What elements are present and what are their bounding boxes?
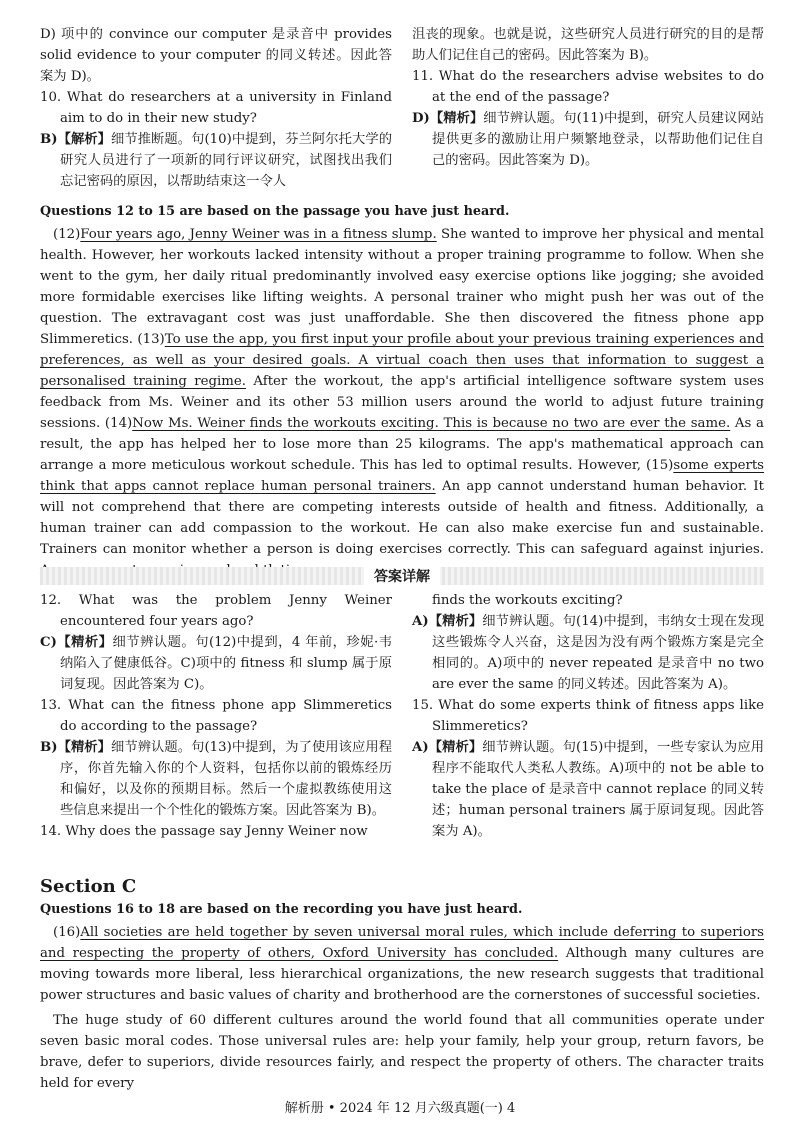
answer-banner — [40, 567, 764, 585]
answers-left-column — [40, 590, 392, 842]
answer-12-text: 细节辨认题。句(12)中提到，4 年前，珍妮·韦纳陷入了健康低谷。C)项中的 fitness 和 slump 属于原词复现。因此答案为 C)。 — [60, 635, 392, 692]
underlined-sentence-14: Now Ms. Weiner finds the workouts exciting. This is because no two are ever the same. — [132, 416, 731, 431]
question-14-continuation: finds the workouts exciting? — [432, 593, 623, 608]
answer-10-text: 细节推断题。句(10)中提到，芬兰阿尔托大学的研究人员进行了一项新的同行评议研究，试图找出我们忘记密码的原因，以帮助结束这一令人 — [60, 132, 392, 189]
passage-segment-8: An app cannot understand human behavior. It will not comprehend that there are competing interests outside of health and fitness. Additionally, a human trainer can add compassion to the workout. He can also make exercise fun and sustainable. Trainers can monitor whether a person is doing exercises correctly. This can safeguard against injuries. — [40, 479, 764, 557]
question-14: 14. Why does the passage say Jenny Weiner now — [40, 824, 368, 839]
question-12: 12. What was the problem Jenny Weiner encountered four years ago? — [40, 593, 392, 629]
answer-15-letter: A) — [412, 740, 429, 755]
answer-11 — [412, 108, 764, 171]
answers-right-column — [412, 590, 764, 842]
passage-segment-6: As a result, the app has helped her to lose more than 25 kilograms. The app's mathematical approach can arrange a more meticulous workout schedule. This has led to optimal results. However, (15) — [40, 416, 764, 473]
answer-13-letter: B) — [40, 740, 58, 755]
underlined-sentence-12: Four years ago, Jenny Weiner was in a fitness slump. — [80, 227, 437, 242]
answer-13-text: 细节辨认题。句(13)中提到，为了使用该应用程序，你首先输入你的个人资料，包括你以前的锻炼经历和偏好，以及你的预期目标。然后一个虚拟教练使用这些信息来提出一个个性化的锻炼方案。因此答案为 B)。 — [60, 740, 392, 818]
answer-11-tag: 【精析】 — [429, 111, 484, 126]
answer-15 — [412, 737, 764, 842]
section-c-paragraph-1 — [40, 922, 764, 1006]
marker-12: (12) — [53, 227, 81, 242]
answer-13 — [40, 737, 392, 821]
answer-14-tag: 【精析】 — [428, 614, 483, 629]
answer-14 — [412, 611, 764, 695]
answer-15-text: 细节辨认题。句(15)中提到，一些专家认为应用程序不能取代人类私人教练。A)项中的 not be able to take the place of 是录音中 cannot replace 的同义转述；human personal trainers 属于原词复现。因此答案为 A)。 — [432, 740, 765, 839]
answer-12-tag: 【精析】 — [56, 635, 113, 650]
question-11: 11. What do the researchers advise websites to do at the end of the passage? — [412, 69, 764, 105]
answer-10-letter: B) — [40, 132, 58, 147]
answer-10-tag: 【解析】 — [57, 132, 111, 147]
answer-10-continuation: 沮丧的现象。也就是说，这些研究人员进行研究的目的是帮助人们记住自己的密码。因此答案为 B)。 — [412, 27, 764, 63]
underlined-sentence-15: some experts think that apps cannot replace human personal trainers. — [40, 458, 764, 494]
answer-details — [40, 590, 764, 842]
question-10: 10. What do researchers at a university in Finland aim to do in their new study? — [40, 90, 392, 126]
answer-11-text: 细节辨认题。句(11)中提到，研究人员建议网站提供更多的激励让用户频繁地登录，以帮助他们记住自己的密码。因此答案为 D)。 — [432, 111, 764, 168]
section-c-paragraph-1-rest: Although many cultures are moving towards more liberal, less hierarchical organizations, the new research suggests that traditional power structures and basic values of charity and brotherhood are the cornerstones of successful societies. — [40, 946, 764, 1003]
answer-12-letter: C) — [40, 635, 57, 650]
page-footer: 解析册 • 2024 年 12 月六级真题(一) 4 — [284, 1101, 516, 1116]
question-13: 13. What can the fitness phone app Slimmeretics do according to the passage? — [40, 698, 392, 734]
passage-segment-2: She wanted to improve her physical and mental health. However, her workouts lacked intensity without a proper training programme to follow. When she went to the gym, her daily ritual predominantly involved easy exercise options like jogging; she avoided more formidable exercises like lifting weights. A personal trainer who might push her was out of the question. The extravagant cost was just unaffordable. She then discovered the fitness phone app Slimmeretics. (13) — [40, 227, 764, 347]
passage-text — [40, 224, 764, 581]
answer-12 — [40, 632, 392, 695]
answer-11-letter: D) — [412, 111, 430, 126]
section-c-heading: Questions 16 to 18 are based on the recording you have just heard. — [40, 902, 523, 917]
answer-15-tag: 【精析】 — [428, 740, 483, 755]
underlined-sentence-13: To use the app, you first input your profile about your previous training experiences and preferences, as well as your desired goals. A virtual coach then uses that information to suggest a personalised training regime. — [40, 332, 764, 389]
top-answers — [40, 24, 764, 192]
answer-banner-title: 答案详解 — [364, 566, 440, 586]
answer-9-continuation: D) 项中的 convince our computer 是录音中 provides solid evidence to your computer 的同义转述。因此答案为 D)。 — [40, 27, 392, 84]
marker-16: (16) — [53, 925, 81, 940]
section-c-paragraph-2: The huge study of 60 different cultures around the world found that all communities operate under seven basic moral codes. Those universal rules are: help your family, help your group, return favors, be brave, defer to superiors, divide resources fairly, and respect the property of others. The character traits held for every — [40, 1013, 764, 1091]
answer-13-tag: 【精析】 — [57, 740, 111, 755]
top-right-column — [412, 24, 764, 192]
section-c-title: Section C — [40, 876, 137, 897]
top-left-column — [40, 24, 392, 192]
answer-14-text: 细节辨认题。句(14)中提到，韦纳女士现在发现这些锻炼令人兴奋，这是因为没有两个锻炼方案是完全相同的。A)项中的 never repeated 是录音中 no two are ever the same 的同义转述。因此答案为 A)。 — [432, 614, 765, 692]
answer-10 — [40, 129, 392, 192]
underlined-sentence-16: All societies are held together by seven universal moral rules, which include deferring to superiors and respecting the property of others, Oxford University has concluded. — [40, 925, 764, 961]
passage-segment-4: After the workout, the app's artificial intelligence software system uses feedback from Ms. Weiner and its other 53 million users around the world to adjust future training sessions. (14) — [40, 374, 765, 431]
question-15: 15. What do some experts think of fitness apps like Slimmeretics? — [412, 698, 764, 734]
answer-14-letter: A) — [412, 614, 429, 629]
passage-heading: Questions 12 to 15 are based on the passage you have just heard. — [40, 204, 510, 219]
